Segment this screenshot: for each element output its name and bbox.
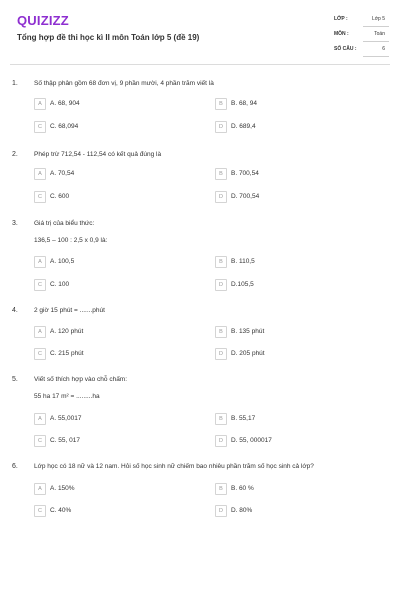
option-text: A. 120 phút bbox=[50, 328, 84, 335]
meta-row-question-count bbox=[331, 43, 389, 58]
option-text: B. 135 phút bbox=[231, 328, 265, 335]
option-text: B. 110,5 bbox=[231, 258, 255, 265]
option-letter-box: A bbox=[34, 483, 46, 495]
option-letter-box: B bbox=[215, 326, 227, 338]
question-text: Giá trị của biểu thức: bbox=[34, 220, 95, 227]
meta-value: 6 bbox=[382, 46, 385, 52]
option-letter-box: D bbox=[215, 279, 227, 291]
option-letter-box: A bbox=[34, 326, 46, 338]
header-divider bbox=[10, 64, 390, 65]
meta-row-class bbox=[331, 13, 389, 28]
option-text: B. 60 % bbox=[231, 485, 254, 492]
option-letter-box: C bbox=[34, 121, 46, 133]
option-text: D. 689,4 bbox=[231, 123, 256, 130]
option-letter-box: D bbox=[215, 121, 227, 133]
option-letter-box: A bbox=[34, 98, 46, 110]
option-letter-box: C bbox=[34, 348, 46, 360]
question-text: Phép trừ 712,54 - 112,54 có kết quả đúng là bbox=[34, 151, 162, 158]
meta-underline bbox=[363, 56, 389, 57]
option-text: D. 80% bbox=[231, 507, 253, 514]
option-letter-box: B bbox=[215, 168, 227, 180]
option-letter-box: C bbox=[34, 279, 46, 291]
option-letter-box: B bbox=[215, 483, 227, 495]
option-letter-box: C bbox=[34, 435, 46, 447]
meta-value: Toán bbox=[374, 31, 385, 37]
meta-label: SỐ CÂU : bbox=[334, 46, 357, 52]
option-text: B. 68, 94 bbox=[231, 100, 258, 107]
option-text: D. 205 phút bbox=[231, 350, 265, 357]
option-text: D. 55, 000017 bbox=[231, 437, 272, 444]
meta-value: Lớp 5 bbox=[371, 16, 385, 22]
question-text: Số thập phân gồm 68 đơn vị, 9 phần mười, 4 phần trăm viết là bbox=[34, 80, 214, 87]
meta-label: MÔN : bbox=[334, 31, 349, 37]
option-letter-box: B bbox=[215, 413, 227, 425]
meta-label: LỚP : bbox=[334, 16, 348, 22]
option-text: B. 700,54 bbox=[231, 170, 259, 177]
question-number: 2. bbox=[12, 151, 18, 158]
option-letter-box: A bbox=[34, 256, 46, 268]
option-letter-box: A bbox=[34, 413, 46, 425]
option-text: C. 600 bbox=[50, 193, 70, 200]
question-number: 3. bbox=[12, 220, 18, 227]
question-number: 6. bbox=[12, 463, 18, 470]
option-letter-box: B bbox=[215, 98, 227, 110]
option-text: A. 150% bbox=[50, 485, 75, 492]
option-text: B. 55,17 bbox=[231, 415, 256, 422]
option-text: C. 68,094 bbox=[50, 123, 79, 130]
question-text: Viết số thích hợp vào chỗ chấm: bbox=[34, 376, 128, 383]
option-letter-box: D bbox=[215, 348, 227, 360]
question-number: 5. bbox=[12, 376, 18, 383]
option-letter-box: C bbox=[34, 505, 46, 517]
option-text: C. 100 bbox=[50, 281, 70, 288]
meta-underline bbox=[363, 26, 389, 27]
meta-row-subject bbox=[331, 28, 389, 43]
option-letter-box: A bbox=[34, 168, 46, 180]
option-text: C. 40% bbox=[50, 507, 72, 514]
question-subtext: 55 ha 17 m² = .........ha bbox=[34, 393, 100, 400]
option-text: A. 100,5 bbox=[50, 258, 75, 265]
question-text: Lớp học có 18 nữ và 12 nam. Hỏi số học sinh nữ chiếm bao nhiêu phần trăm số học sinh cả lớp? bbox=[34, 463, 314, 470]
option-letter-box: D bbox=[215, 191, 227, 203]
worksheet-meta bbox=[331, 13, 389, 58]
meta-underline bbox=[363, 41, 389, 42]
worksheet-title: Tổng hợp đề thi học kì II môn Toán lớp 5 (đề 19) bbox=[17, 33, 200, 42]
question-number: 4. bbox=[12, 307, 18, 314]
question-text: 2 giờ 15 phút = .......phút bbox=[34, 307, 105, 314]
option-letter-box: D bbox=[215, 435, 227, 447]
option-text: A. 68, 904 bbox=[50, 100, 80, 107]
option-text: D. 700,54 bbox=[231, 193, 260, 200]
option-letter-box: D bbox=[215, 505, 227, 517]
option-letter-box: B bbox=[215, 256, 227, 268]
quizizz-logo: QUIZIZZ bbox=[17, 13, 69, 28]
option-text: D.105,5 bbox=[231, 281, 254, 288]
option-text: A. 70,54 bbox=[50, 170, 75, 177]
question-subtext: 136,5 – 100 : 2,5 x 0,9 là: bbox=[34, 237, 108, 244]
option-text: C. 215 phút bbox=[50, 350, 84, 357]
option-text: A. 55,0017 bbox=[50, 415, 82, 422]
option-letter-box: C bbox=[34, 191, 46, 203]
option-text: C. 55, 017 bbox=[50, 437, 80, 444]
worksheet-header bbox=[0, 0, 400, 62]
question-number: 1. bbox=[12, 80, 18, 87]
